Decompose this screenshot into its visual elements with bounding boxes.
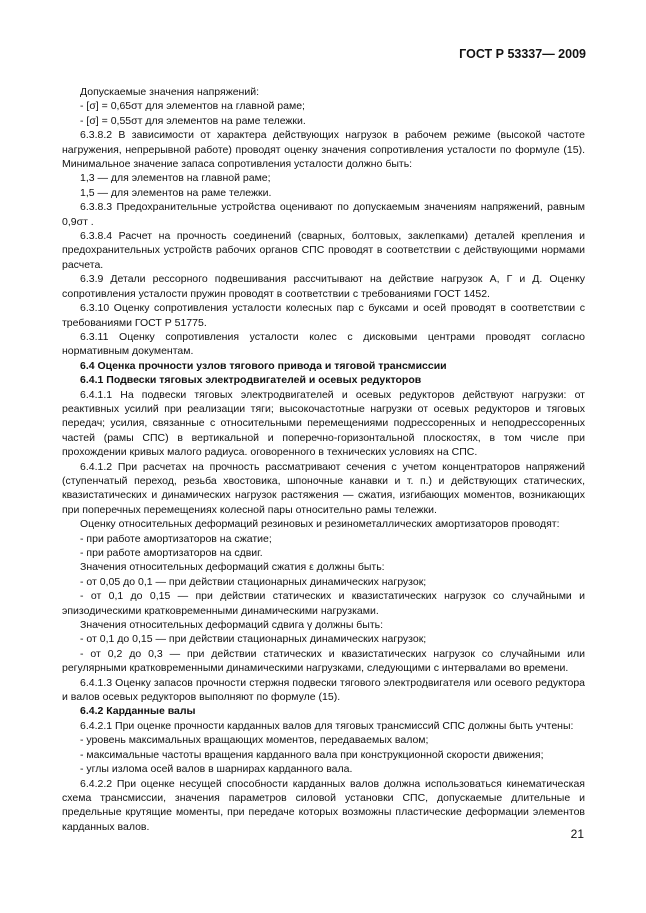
list-item: - при работе амортизаторов на сдвиг. [80,547,263,559]
document-header: ГОСТ Р 53337— 2009 [459,47,586,61]
paragraph: 6.4.1.1 На подвески тяговых электродвигателей и осевых редукторов действуют нагрузки: от реактивных усилий при реализации тяги; высокочастотные нагрузки от осевых редукторов и тяговых передач; усилия, связанные с относительными перемещениями подрессоренных и неподрессоренных частей (рамы СПС) в вертикальной и поперечно-горизонтальной плоскостях, в том числе при прохождении кривых малого радиуса. оговоренного в технических условиях на СПС. [62,388,585,459]
list-item: - максимальные частоты вращения карданного вала при конструкционной скорости движения; [80,748,544,761]
paragraph: 6.3.11 Оценку сопротивления усталости колес с дисковыми центрами проводят согласно нормативным документам. [62,330,585,358]
paragraph: 6.4.1.2 При расчетах на прочность рассматривают сечения с учетом концентраторов напряжений (ступенчатый переход, резьба хвостовика, шпоночные канавки и т. п.) и действующих статических, квазистатических и динамических нагрузок растяжения — сжатия, изгибающих моментов, возникающих при поперечных перемещениях колесной пары относительно рамы тележки. [62,460,585,516]
paragraph: 6.3.8.2 В зависимости от характера действующих нагрузок в рабочем режиме (высокой частоте нагружения, непрерывной работе) проводят оценку значения сопротивления усталости по формуле (15). Минимальное значение запаса сопротивления усталости должно быть: [62,129,585,171]
subsection-heading: 6.4.1 Подвески тяговых электродвигателей и осевых редукторов [80,374,422,387]
list-item: - при работе амортизаторов на сжатие; [80,532,272,545]
paragraph: 6.4.1.3 Оценку запасов прочности стержня подвески тягового электродвигателя или осевого редуктора и валов осевых редукторов выполняют по формуле (15). [62,676,585,704]
paragraph: Значения относительных деформаций сжатия ε должны быть: [80,561,385,574]
subsection-heading: 6.4.2 Карданные валы [80,705,196,718]
paragraph: 6.3.9 Детали рессорного подвешивания рассчитывают на действие нагрузок А, Г и Д. Оценку сопротивления усталости пружин проводят в соответствии с требованиями ГОСТ 1452. [62,273,585,300]
list-item: - углы излома осей валов в шарнирах карданного вала. [80,763,353,776]
list-item: - от 0,05 до 0,1 — при действии стационарных динамических нагрузок; [80,575,427,588]
list-item: - [σ] = 0,55σт для элементов на раме тележки. [80,114,306,127]
paragraph: Оценку относительных деформаций резиновых и резинометаллических амортизаторов проводят: [80,518,560,531]
list-item: - от 0,1 до 0,15 — при действии стационарных динамических нагрузок; [80,633,427,646]
list-item: - от 0,1 до 0,15 — при действии статических и квазистатических нагрузок со случайными и эпизодическими кратковременными динамическими нагрузками. [62,590,585,617]
list-item: - [σ] = 0,65σт для элементов на главной раме; [80,100,305,113]
paragraph: 6.4.2.2 При оценке несущей способности карданных валов должна использоваться кинематическая схема трансмиссии, значения параметров силовой установки СПС, допускаемые длительные и предельные крутящие моменты, при передаче которых возможны пластические деформации элементов карданных валов. [62,777,585,833]
paragraph: 6.3.8.3 Предохранительные устройства оценивают по допускаемым значениям напряжений, равным 0,9σт . [62,201,585,228]
paragraph: Значения относительных деформаций сдвига γ должны быть: [80,619,384,632]
list-item: - уровень максимальных вращающих моментов, передаваемых валом; [80,734,429,747]
list-item: 1,5 — для элементов на раме тележки. [80,186,272,199]
page-body [62,85,585,834]
list-item: 1,3 — для элементов на главной раме; [80,172,271,185]
paragraph: 6.4.2.1 При оценке прочности карданных валов для тяговых трансмиссий СПС должны быть учтены: [80,719,574,732]
paragraph: 6.3.8.4 Расчет на прочность соединений (сварных, болтовых, заклепками) деталей крепления и предохранительных устройств рабочих органов СПС проводят в соответствии с действующими нормами расчета. [62,230,585,271]
list-item: - от 0,2 до 0,3 — при действии статических и квазистатических нагрузок со случайными или регулярными кратковременными динамическими нагрузками, следующими с интервалами во времени. [62,647,585,675]
paragraph: 6.3.10 Оценку сопротивления усталости колесных пар с буксами и осей проводят в соответствии с требованиями ГОСТ Р 51775. [62,302,585,329]
paragraph: Допускаемые значения напряжений: [80,86,260,98]
section-heading: 6.4 Оценка прочности узлов тягового привода и тяговой трансмиссии [80,359,447,372]
page-number: 21 [570,827,584,841]
